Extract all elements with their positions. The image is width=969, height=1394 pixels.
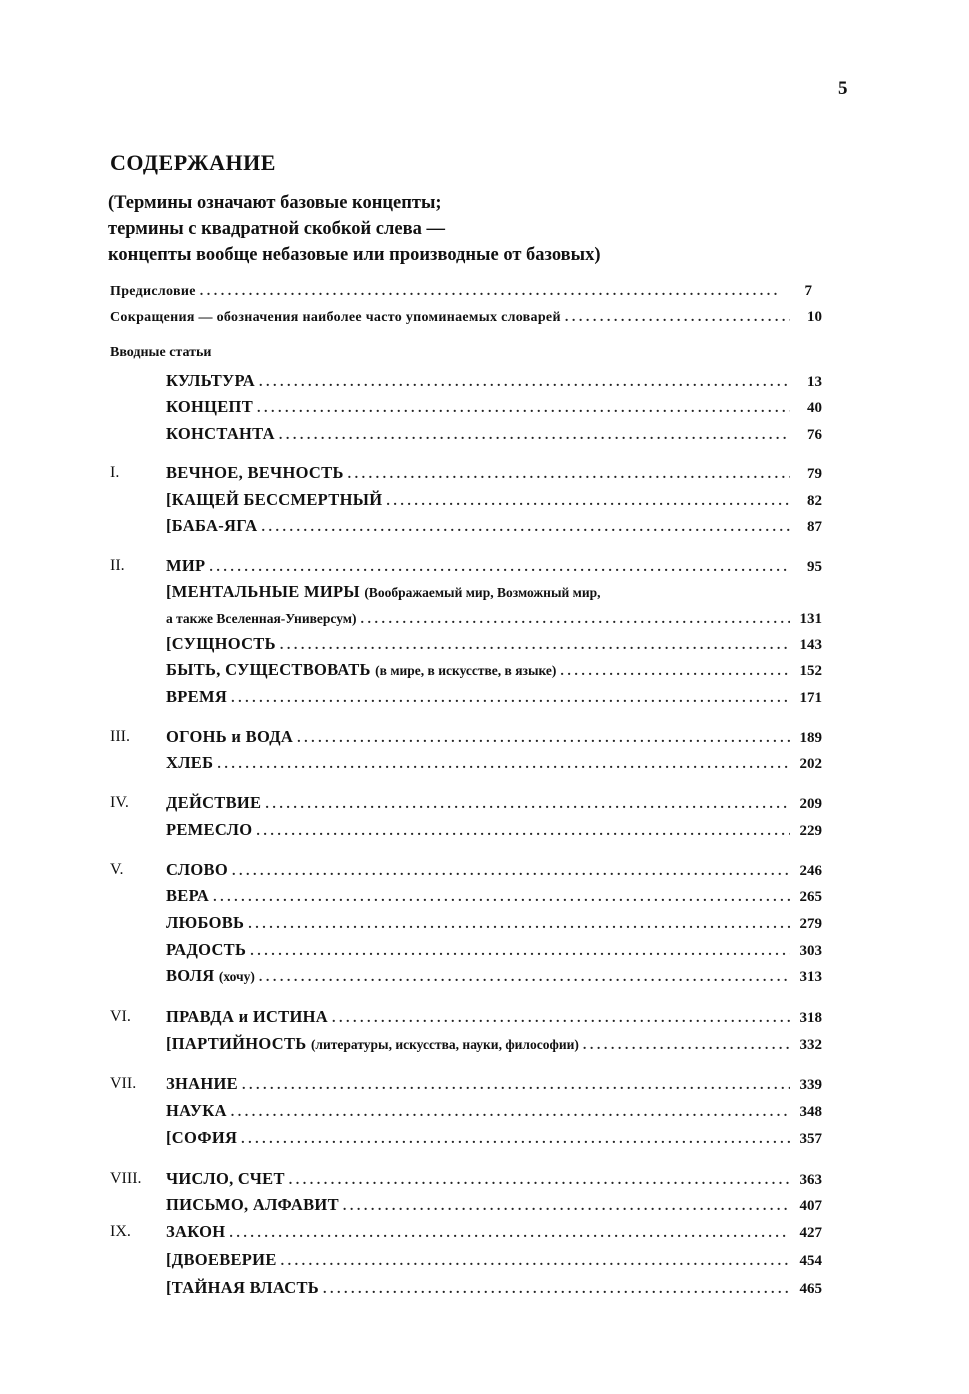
leader-dots bbox=[232, 861, 790, 883]
toc-entry[interactable] bbox=[166, 396, 822, 418]
leader-dots bbox=[209, 557, 790, 579]
toc-entry[interactable] bbox=[166, 1194, 822, 1216]
leader-dots bbox=[259, 967, 790, 989]
leader-dots bbox=[229, 1223, 790, 1245]
toc-entry-page: 454 bbox=[799, 1253, 822, 1269]
toc-entry[interactable] bbox=[166, 885, 822, 907]
toc-entry[interactable] bbox=[166, 859, 822, 881]
toc-entry-label: [ТАЙНАЯ ВЛАСТЬ bbox=[166, 1278, 320, 1297]
toc-entry[interactable] bbox=[166, 423, 822, 445]
title-note bbox=[108, 190, 808, 268]
toc-entry-label: Предисловие bbox=[110, 284, 196, 299]
toc-entry-page: 76 bbox=[807, 427, 822, 443]
toc-entry-label: ДЕЙСТВИЕ bbox=[166, 793, 262, 812]
leader-dots bbox=[332, 1008, 790, 1030]
toc-entry-page: 246 bbox=[799, 863, 822, 879]
toc-entry-label: ВРЕМЯ bbox=[166, 687, 228, 706]
toc-entry-page: 209 bbox=[799, 796, 822, 812]
toc-entry-label: МИР bbox=[166, 556, 206, 575]
toc-entry-page: 265 bbox=[799, 889, 822, 905]
toc-entry[interactable] bbox=[166, 1033, 822, 1055]
leader-dots bbox=[281, 1251, 790, 1273]
toc-entry-page: 13 bbox=[807, 374, 822, 390]
toc-entry-page: 465 bbox=[799, 1281, 822, 1297]
toc-entry-page: 10 bbox=[807, 309, 822, 325]
toc-entry-page: 87 bbox=[807, 519, 822, 535]
toc-entry[interactable] bbox=[166, 1221, 822, 1243]
toc-entry-label bbox=[166, 659, 556, 682]
toc-entry-label: НАУКА bbox=[166, 1101, 227, 1120]
toc-entry-page: 202 bbox=[799, 756, 822, 772]
leader-dots bbox=[565, 307, 790, 329]
leader-dots bbox=[297, 728, 790, 750]
toc-entry-label: КОНСТАНТА bbox=[166, 424, 275, 443]
toc-entry-note: а также Вселенная-Универсум) bbox=[166, 611, 357, 626]
toc-entry-page: 82 bbox=[807, 493, 822, 509]
toc-entry-page: 357 bbox=[799, 1131, 822, 1147]
toc-entry-label: ХЛЕБ bbox=[166, 753, 214, 772]
toc-entry[interactable] bbox=[166, 462, 822, 484]
leader-dots bbox=[231, 1102, 790, 1124]
toc-entry-page: 318 bbox=[799, 1010, 822, 1026]
toc-entry-term: [МЕНТАЛЬНЫЕ МИРЫ bbox=[166, 582, 360, 601]
leader-dots bbox=[200, 281, 780, 303]
section-number: II. bbox=[110, 557, 125, 574]
leader-dots bbox=[213, 887, 790, 909]
section-number: VIII. bbox=[110, 1170, 142, 1187]
section-number: IV. bbox=[110, 794, 129, 811]
leader-dots bbox=[323, 1279, 790, 1301]
toc-entry-page: 229 bbox=[799, 823, 822, 839]
toc-entry-page: 363 bbox=[799, 1172, 822, 1188]
leader-dots bbox=[279, 425, 790, 447]
toc-entry[interactable] bbox=[166, 607, 822, 629]
toc-entry-note: (литературы, искусства, науки, философии) bbox=[310, 1037, 579, 1052]
toc-entry-label: СЛОВО bbox=[166, 860, 228, 879]
toc-entry[interactable] bbox=[166, 726, 822, 748]
toc-entry-page: 171 bbox=[799, 690, 822, 706]
toc-entry-label bbox=[166, 1033, 579, 1056]
toc-entry-label: ВЕРА bbox=[166, 886, 210, 905]
toc-entry-page: 348 bbox=[799, 1104, 822, 1120]
leader-dots bbox=[280, 635, 790, 657]
leader-dots bbox=[250, 941, 790, 963]
toc-entry[interactable] bbox=[110, 306, 822, 328]
leader-dots bbox=[256, 821, 790, 843]
title-note-line: термины с квадратной скобкой слева — bbox=[108, 219, 445, 239]
toc-entry-page: 332 bbox=[799, 1037, 822, 1053]
leader-dots bbox=[343, 1196, 790, 1218]
toc-entry[interactable] bbox=[166, 1073, 822, 1095]
toc-entry-label bbox=[166, 581, 601, 604]
toc-entry-page: 40 bbox=[807, 400, 822, 416]
toc-entry-label: ЛЮБОВЬ bbox=[166, 913, 245, 932]
toc-entry-page: 303 bbox=[799, 943, 822, 959]
toc-entry-page: 189 bbox=[799, 730, 822, 746]
toc-entry[interactable] bbox=[166, 965, 822, 987]
toc-entry-page: 7 bbox=[804, 283, 812, 299]
leader-dots bbox=[583, 1035, 790, 1057]
toc-entry-label: [ДВОЕВЕРИЕ bbox=[166, 1250, 277, 1269]
toc-entry-page: 407 bbox=[799, 1198, 822, 1214]
title-note-line: концепты вообще небазовые или производные от базовых) bbox=[108, 245, 601, 265]
toc-entry-page: 279 bbox=[799, 916, 822, 932]
leader-dots bbox=[217, 754, 790, 776]
toc-entry[interactable] bbox=[166, 515, 822, 537]
toc-entry-note: (Воображаемый мир, Возможный мир, bbox=[364, 585, 601, 600]
toc-entry[interactable] bbox=[166, 659, 822, 681]
leader-dots bbox=[560, 661, 790, 683]
toc-entry-label: Сокращения — обозначения наиболее часто упоминаемых словарей bbox=[110, 310, 561, 325]
toc-entry[interactable] bbox=[110, 280, 812, 302]
leader-dots bbox=[257, 398, 790, 420]
toc-entry[interactable] bbox=[166, 1277, 822, 1299]
leader-dots bbox=[242, 1075, 790, 1097]
toc-entry-term: ВОЛЯ bbox=[166, 966, 215, 985]
toc-entry-term: БЫТЬ, СУЩЕСТВОВАТЬ bbox=[166, 660, 371, 679]
toc-entry[interactable] bbox=[166, 1100, 822, 1122]
toc-entry[interactable] bbox=[166, 633, 822, 655]
toc-entry[interactable] bbox=[166, 752, 822, 774]
toc-entry-label: ПРАВДА и ИСТИНА bbox=[166, 1007, 328, 1026]
toc-entry-label: [КАЩЕЙ БЕССМЕРТНЫЙ bbox=[166, 490, 383, 509]
section-number: IX. bbox=[110, 1223, 131, 1240]
page-number: 5 bbox=[838, 78, 848, 99]
leader-dots bbox=[265, 794, 790, 816]
toc-entry-page: 79 bbox=[807, 466, 822, 482]
toc-entry-label: [СОФИЯ bbox=[166, 1128, 238, 1147]
toc-entry-label: ЗАКОН bbox=[166, 1222, 226, 1241]
toc-entry[interactable] bbox=[166, 792, 822, 814]
toc-entry-label: ВЕЧНОЕ, ВЕЧНОСТЬ bbox=[166, 463, 344, 482]
leader-dots bbox=[241, 1129, 790, 1151]
toc-entry[interactable] bbox=[166, 1006, 822, 1028]
toc-entry-page: 95 bbox=[807, 559, 822, 575]
toc-entry-page: 131 bbox=[799, 611, 822, 627]
toc-entry-label: КУЛЬТУРА bbox=[166, 371, 255, 390]
toc-entry-label: ОГОНЬ и ВОДА bbox=[166, 727, 294, 746]
toc-entry-label: [СУЩНОСТЬ bbox=[166, 634, 276, 653]
toc-entry[interactable] bbox=[166, 1168, 822, 1190]
toc-entry-term: [ПАРТИЙНОСТЬ bbox=[166, 1034, 307, 1053]
toc-entry-label: [БАБА-ЯГА bbox=[166, 516, 258, 535]
toc-entry-page: 152 bbox=[799, 663, 822, 679]
toc-entry[interactable] bbox=[166, 581, 601, 603]
leader-dots bbox=[386, 491, 790, 513]
toc-entry-page: 427 bbox=[799, 1225, 822, 1241]
leader-dots bbox=[289, 1170, 790, 1192]
section-number: I. bbox=[110, 464, 120, 481]
section-number: III. bbox=[110, 728, 130, 745]
section-number: VII. bbox=[110, 1075, 137, 1092]
section-heading: Вводные статьи bbox=[110, 345, 212, 360]
toc-entry-label: ЗНАНИЕ bbox=[166, 1074, 238, 1093]
toc-entry[interactable] bbox=[166, 819, 822, 841]
toc-entry-label: ЧИСЛО, СЧЕТ bbox=[166, 1169, 285, 1188]
toc-entry-note: (в мире, в искусстве, в языке) bbox=[375, 663, 557, 678]
toc-entry[interactable] bbox=[166, 555, 822, 577]
toc-entry-note: (хочу) bbox=[218, 969, 255, 984]
toc-entry[interactable] bbox=[166, 489, 822, 511]
page-title: СОДЕРЖАНИЕ bbox=[110, 150, 276, 175]
toc-entry-page: 313 bbox=[799, 969, 822, 985]
toc-entry-label: ПИСЬМО, АЛФАВИТ bbox=[166, 1195, 339, 1214]
leader-dots bbox=[360, 609, 790, 631]
title-note-line: (Термины означают базовые концепты; bbox=[108, 193, 442, 213]
section-number: VI. bbox=[110, 1008, 131, 1025]
toc-entry-label: РЕМЕСЛО bbox=[166, 820, 253, 839]
toc-entry-label: РАДОСТЬ bbox=[166, 940, 247, 959]
leader-dots bbox=[248, 914, 790, 936]
toc-entry-label: КОНЦЕПТ bbox=[166, 397, 254, 416]
leader-dots bbox=[348, 464, 790, 486]
leader-dots bbox=[231, 688, 790, 710]
toc-entry[interactable] bbox=[166, 1127, 822, 1149]
toc-entry-page: 339 bbox=[799, 1077, 822, 1093]
toc-entry[interactable] bbox=[166, 686, 822, 708]
toc-entry-page: 143 bbox=[799, 637, 822, 653]
toc-entry[interactable] bbox=[166, 939, 822, 961]
leader-dots bbox=[261, 517, 790, 539]
toc-entry[interactable] bbox=[166, 370, 822, 392]
toc-entry[interactable] bbox=[166, 1249, 822, 1271]
leader-dots bbox=[259, 372, 790, 394]
toc-entry-label bbox=[166, 965, 255, 988]
toc-entry-label bbox=[166, 607, 356, 630]
section-number: V. bbox=[110, 861, 124, 878]
toc-entry[interactable] bbox=[166, 912, 822, 934]
